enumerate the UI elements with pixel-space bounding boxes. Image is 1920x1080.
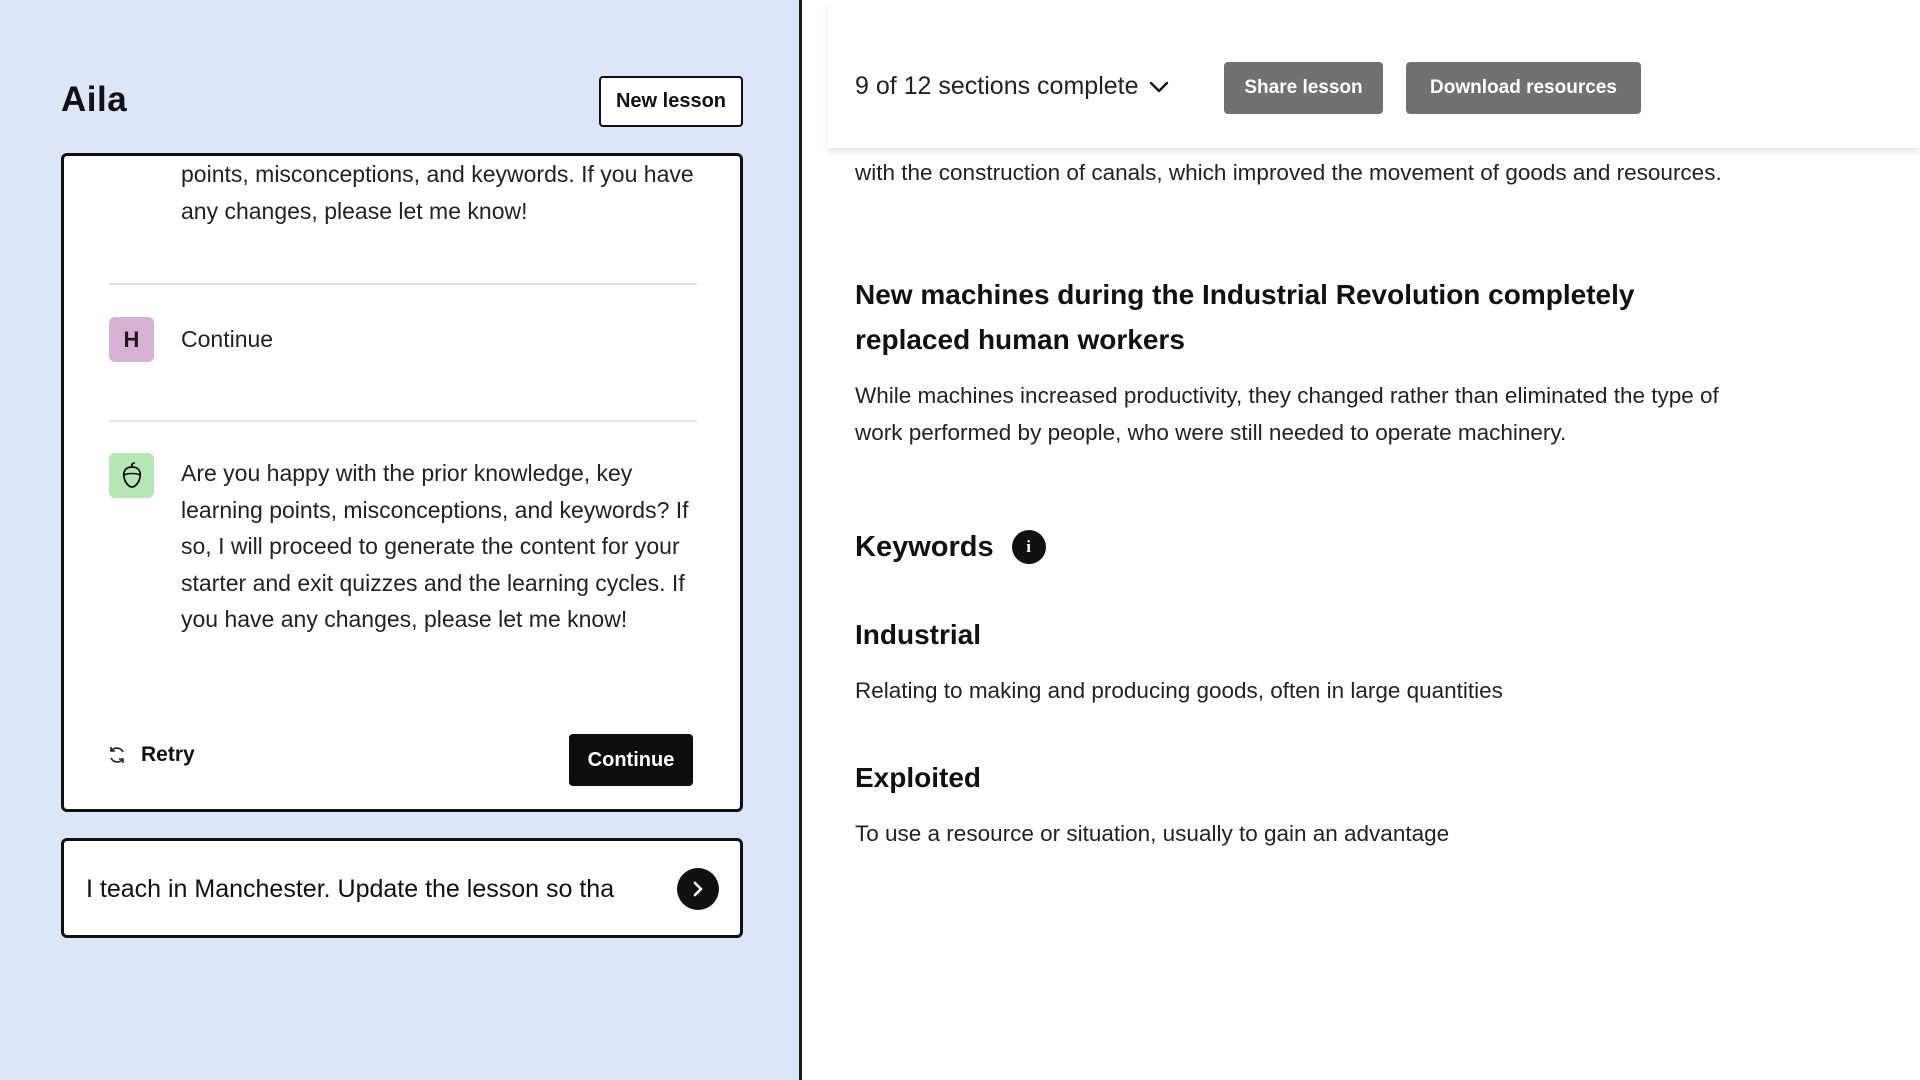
retry-button[interactable]: [107, 743, 195, 767]
keyword-term: Industrial: [855, 619, 982, 650]
panel-divider: [799, 0, 802, 1080]
keywords-title: Keywords: [855, 530, 994, 563]
message-input[interactable]: [86, 867, 646, 911]
previous-ai-message: [181, 153, 701, 229]
keyword-term: Exploited: [855, 762, 982, 793]
chat-sidebar: [0, 0, 801, 1080]
continue-button[interactable]: Continue: [569, 734, 693, 786]
ai-avatar: [109, 453, 154, 498]
info-icon[interactable]: i: [1012, 530, 1046, 564]
acorn-icon: [119, 462, 145, 490]
download-resources-button[interactable]: Download resources: [1406, 62, 1641, 114]
keyword-definition: To use a resource or situation, usually to gain an advantage: [855, 821, 1450, 846]
refresh-icon: [107, 745, 127, 765]
app-title: Aila: [61, 80, 128, 119]
chat-scroll-area: [64, 156, 740, 809]
chevron-down-icon: [1149, 80, 1169, 94]
message-divider: [109, 420, 697, 422]
retry-label: Retry: [141, 743, 195, 766]
lesson-document[interactable]: [855, 0, 1755, 1080]
progress-label: 9 of 12 sections complete: [855, 72, 1139, 100]
share-lesson-button[interactable]: Share lesson: [1224, 62, 1383, 114]
partial-paragraph: with the construction of canals, which improved the movement of goods and resources.: [855, 160, 1722, 185]
keywords-section-title: [855, 530, 1046, 564]
message-divider: [109, 283, 697, 285]
previous-ai-message-text: points, misconceptions, and keywords. If you have any changes, please let me know!: [181, 161, 694, 224]
user-message: Continue: [181, 326, 274, 352]
message-composer: [61, 838, 743, 938]
misconception-body: While machines increased productivity, they changed rather than eliminated the type of work performed by people, who were still needed to operate machinery.: [855, 383, 1719, 445]
section-progress-dropdown[interactable]: [855, 72, 1169, 101]
keyword-definition: Relating to making and producing goods, often in large quantities: [855, 678, 1503, 703]
chat-history[interactable]: [61, 153, 743, 812]
misconception-heading: New machines during the Industrial Revolution completely replaced human workers: [855, 279, 1635, 355]
new-lesson-button[interactable]: New lesson: [599, 76, 743, 127]
lesson-header: [828, 0, 1920, 148]
ai-message: Are you happy with the prior knowledge, key learning points, misconceptions, and keywords? If so, I will proceed to generate the content for your starter and exit quizzes and the learning cycles. If you have any changes, please let me know!: [181, 460, 689, 632]
user-avatar: H: [109, 317, 154, 362]
send-button[interactable]: [677, 868, 719, 910]
chevron-right-icon: [690, 880, 706, 898]
